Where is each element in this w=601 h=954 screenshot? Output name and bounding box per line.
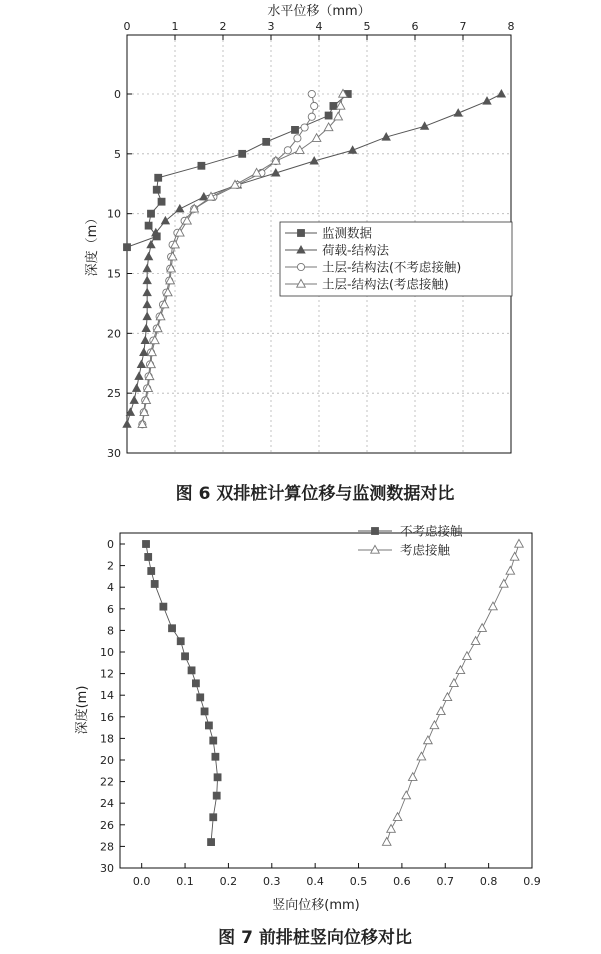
chart-6-legend [280, 222, 512, 296]
chart-6-data-point [123, 244, 130, 251]
chart-7-data-point [207, 838, 214, 845]
chart-6-data-point [130, 396, 138, 404]
chart-6-data-point [161, 216, 169, 224]
chart-6-data-point [296, 146, 305, 154]
chart-7-legend-label: 考虑接触 [400, 542, 451, 558]
chart-6-data-point [308, 90, 315, 97]
chart-6-y-tick-label: 20 [107, 327, 121, 341]
chart-7-data-point [177, 638, 184, 645]
chart-6-x-ticks [124, 20, 515, 40]
chart-7-y-tick-label: 30 [100, 862, 114, 875]
chart-7-y-tick-label: 2 [107, 559, 114, 573]
chart-6-x-tick-label: 8 [507, 20, 515, 33]
chart-6-data-point [147, 240, 155, 248]
chart-6-y-tick-label: 10 [107, 207, 121, 221]
chart-6-data-point [144, 252, 152, 260]
chart-6-data-point [158, 198, 165, 205]
chart-6-data-point [312, 134, 321, 142]
chart-7-data-point [205, 722, 212, 729]
chart-6-data-point [140, 348, 148, 356]
chart-7-legend-marker [371, 527, 378, 534]
chart-6-data-point [483, 97, 491, 105]
chart-7-data-point [402, 791, 411, 799]
chart-6-x-tick-label: 1 [171, 20, 179, 33]
chart-6-data-point [325, 112, 332, 119]
chart-7-y-tick-label: 10 [100, 646, 114, 659]
chart-7-data-point [201, 708, 208, 715]
chart-7-y-tick-label: 4 [107, 581, 114, 595]
chart-7-plot-frame [120, 533, 532, 868]
chart-7-data-point [430, 721, 439, 729]
chart-7-x-axis-title: 竖向位移(mm) [272, 898, 360, 913]
chart-7-legend-label: 不考虑接触 [400, 523, 463, 539]
chart-7-x-tick-label: 0.4 [306, 875, 324, 888]
chart-7-data-point [192, 680, 199, 687]
chart-7-x-tick-label: 0.9 [523, 875, 541, 888]
chart-7-data-point [197, 694, 204, 701]
chart-6-data-point [137, 360, 145, 368]
chart-7-x-tick-label: 0.2 [219, 875, 238, 888]
chart-7-data-point [160, 603, 167, 610]
chart-6-data-point [311, 102, 318, 109]
chart-6-data-point [142, 324, 150, 332]
chart-7-y-tick-label: 14 [100, 689, 114, 703]
chart-7-x-tick-label: 0.0 [132, 875, 151, 888]
chart-7-y-tick-label: 12 [100, 667, 114, 681]
chart-6-data-point [291, 126, 298, 133]
chart-6-data-point [153, 186, 160, 193]
chart-7-data-point [417, 752, 426, 760]
chart-7-x-ticks [133, 863, 541, 888]
chart-6-data-point [155, 174, 162, 181]
chart-7-data-point [142, 540, 149, 547]
chart-6-y-axis-title: 深度（m） [85, 211, 100, 277]
chart-6-data-point [143, 264, 151, 272]
chart-7-y-tick-label: 24 [100, 797, 114, 811]
chart-6-legend-label: 监测数据 [322, 225, 373, 241]
chart-7-series-line [146, 544, 218, 842]
chart-6-caption: 图 6 双排桩计算位移与监测数据对比 [175, 484, 455, 504]
chart-6-legend-label: 土层-结构法(考虑接触) [322, 276, 449, 292]
chart-7-data-point [437, 707, 446, 715]
chart-6-data-point [143, 312, 151, 320]
chart-7-x-tick-label: 0.6 [393, 875, 411, 888]
chart-6-data-point [143, 288, 151, 296]
chart-6-x-tick-label: 0 [123, 20, 131, 33]
chart-7-data-point [382, 837, 391, 845]
chart-7-data-point [213, 792, 220, 799]
chart-6-legend-label: 荷载-结构法 [322, 242, 390, 258]
chart-7-y-tick-label: 0 [107, 538, 114, 551]
chart-7-data-point [450, 679, 459, 687]
chart-7-data-point [515, 539, 524, 547]
chart-6-data-point [284, 147, 291, 154]
chart-7-series-1 [142, 540, 221, 845]
chart-6-x-axis-title: 水平位移（mm） [267, 4, 371, 19]
chart-7-series [142, 539, 523, 845]
chart-7-y-tick-label: 6 [107, 602, 114, 616]
chart-6-x-tick-label: 2 [219, 20, 227, 33]
chart-7-y-tick-label: 18 [100, 732, 114, 746]
chart-7-data-point [510, 552, 519, 560]
chart-7-x-tick-label: 0.7 [436, 875, 455, 888]
chart-7-data-point [188, 667, 195, 674]
chart-7-data-point [393, 813, 402, 821]
chart-6 [84, 3, 515, 504]
chart-6-data-point [348, 146, 356, 154]
chart-7-data-point [181, 653, 188, 660]
chart-7-data-point [471, 637, 480, 645]
chart-7-data-point [424, 736, 433, 744]
chart-7-data-point [212, 753, 219, 760]
chart-7-data-point [500, 579, 509, 587]
chart-7-x-tick-label: 0.1 [176, 875, 194, 888]
chart-6-y-tick-label: 5 [114, 147, 121, 161]
chart-7-caption: 图 7 前排桩竖向位移对比 [218, 928, 412, 948]
chart-7-data-point [408, 773, 417, 781]
chart-6-y-tick-label: 15 [107, 267, 121, 281]
chart-7-series-2 [382, 539, 523, 845]
chart-6-data-point [263, 138, 270, 145]
chart-7-data-point [506, 566, 515, 574]
chart-7-data-point [148, 567, 155, 574]
chart-7-data-point [443, 693, 452, 701]
chart-7-data-point [151, 580, 158, 587]
chart-6-y-ticks [107, 88, 132, 460]
chart-6-data-point [301, 124, 308, 131]
chart-7-x-tick-label: 0.5 [349, 875, 368, 888]
chart-6-x-tick-label: 7 [459, 20, 467, 33]
chart-6-data-point [334, 112, 343, 120]
chart-6-data-point [143, 300, 151, 308]
chart-6-legend-marker [297, 263, 304, 270]
chart-6-data-point [147, 210, 154, 217]
chart-6-data-point [454, 109, 462, 117]
chart-6-data-point [198, 162, 205, 169]
chart-7-y-tick-label: 16 [100, 710, 114, 724]
chart-6-x-tick-label: 5 [363, 20, 371, 33]
chart-7-data-point [210, 814, 217, 821]
chart-7-y-tick-label: 22 [100, 775, 114, 789]
chart-7-y-tick-label: 26 [100, 818, 114, 832]
chart-6-data-point [330, 102, 337, 109]
chart-7-data-point [168, 625, 175, 632]
chart-7 [74, 524, 541, 949]
chart-6-data-point [497, 90, 505, 98]
chart-6-data-point [308, 113, 315, 120]
chart-6-data-point [143, 276, 151, 284]
chart-7-data-point [210, 737, 217, 744]
chart-7-legend-marker [371, 545, 380, 553]
chart-7-legend [358, 524, 463, 558]
chart-7-data-point [214, 774, 221, 781]
chart-7-y-tick-label: 8 [107, 624, 114, 638]
chart-6-data-point [176, 204, 184, 212]
chart-7-data-point [478, 624, 487, 632]
chart-6-data-point [294, 135, 301, 142]
chart-6-data-point [123, 420, 131, 428]
chart-6-y-tick-label: 30 [107, 447, 121, 460]
chart-7-data-point [387, 825, 396, 833]
chart-6-data-point [420, 122, 428, 130]
chart-6-y-tick-label: 0 [114, 88, 121, 101]
chart-7-data-point [489, 602, 498, 610]
chart-6-x-tick-label: 3 [267, 20, 275, 33]
chart-7-y-axis-title: 深度(m) [75, 685, 90, 735]
chart-6-data-point [239, 150, 246, 157]
chart-7-data-point [145, 553, 152, 560]
chart-6-legend-marker [297, 229, 304, 236]
chart-7-data-point [463, 652, 472, 660]
chart-6-data-point [135, 372, 143, 380]
chart-7-data-point [456, 666, 465, 674]
chart-7-y-tick-label: 20 [100, 754, 114, 767]
chart-7-y-tick-label: 28 [100, 840, 114, 854]
chart-6-legend-label: 土层-结构法(不考虑接触) [322, 259, 462, 275]
chart-6-x-tick-label: 4 [315, 20, 323, 33]
chart-6-data-point [141, 336, 149, 344]
chart-7-x-tick-label: 0.8 [479, 875, 498, 888]
chart-7-x-tick-label: 0.3 [263, 875, 281, 888]
chart-7-y-ticks [100, 538, 125, 875]
chart-6-data-point [145, 222, 152, 229]
chart-6-data-point [132, 384, 140, 392]
chart-6-x-tick-label: 6 [411, 20, 419, 33]
chart-6-y-tick-label: 25 [107, 387, 121, 401]
